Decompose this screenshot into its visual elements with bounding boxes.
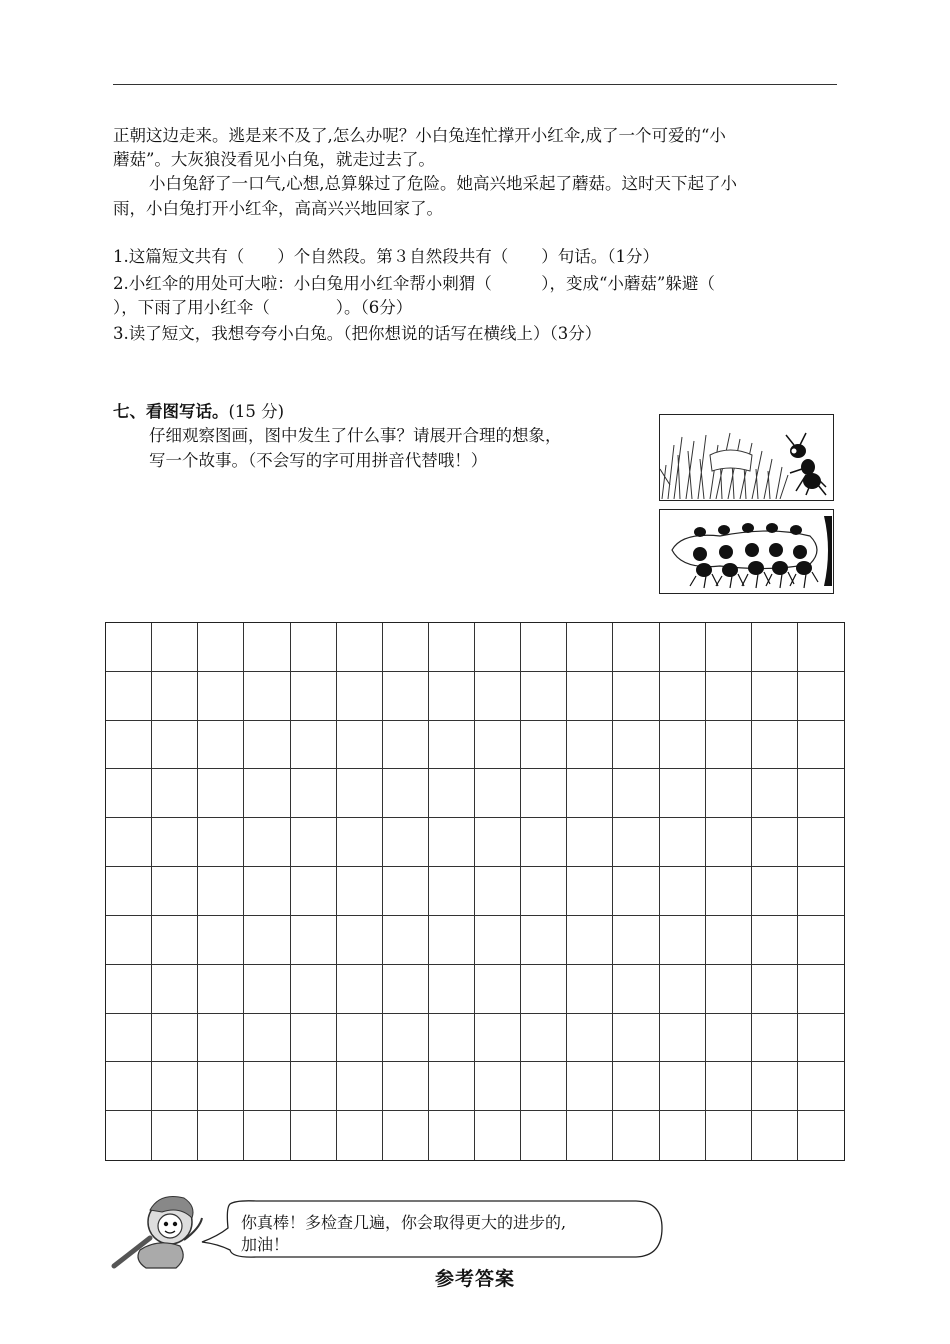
grid-cell[interactable]: [521, 867, 567, 916]
grid-cell[interactable]: [198, 721, 244, 770]
grid-cell[interactable]: [752, 1062, 798, 1111]
grid-cell[interactable]: [752, 672, 798, 721]
grid-cell[interactable]: [244, 1062, 290, 1111]
grid-cell[interactable]: [613, 818, 659, 867]
grid-cell[interactable]: [383, 769, 429, 818]
grid-cell[interactable]: [521, 672, 567, 721]
grid-cell[interactable]: [198, 769, 244, 818]
grid-cell[interactable]: [660, 818, 706, 867]
grid-cell[interactable]: [291, 867, 337, 916]
grid-cell[interactable]: [429, 818, 475, 867]
grid-cell[interactable]: [429, 1014, 475, 1063]
grid-cell[interactable]: [660, 867, 706, 916]
grid-cell[interactable]: [291, 916, 337, 965]
grid-cell[interactable]: [798, 1111, 844, 1160]
grid-cell[interactable]: [152, 1062, 198, 1111]
picture-ants-carry-food: [659, 509, 834, 594]
grid-cell[interactable]: [798, 916, 844, 965]
grid-cell[interactable]: [383, 623, 429, 672]
grid-cell[interactable]: [752, 818, 798, 867]
grid-cell[interactable]: [152, 916, 198, 965]
question-1: 1.这篇短文共有（ ）个自然段。第３自然段共有（ ）句话。（1分）: [113, 247, 659, 266]
grid-cell[interactable]: [475, 1062, 521, 1111]
grid-cell[interactable]: [660, 769, 706, 818]
grid-cell[interactable]: [198, 1062, 244, 1111]
grid-cell[interactable]: [244, 867, 290, 916]
grid-cell[interactable]: [752, 769, 798, 818]
grid-cell[interactable]: [291, 965, 337, 1014]
encouragement-text: [241, 1212, 566, 1256]
grid-cell[interactable]: [106, 1062, 152, 1111]
grid-cell[interactable]: [244, 1111, 290, 1160]
writing-grid[interactable]: [105, 622, 845, 1161]
grid-cell[interactable]: [337, 1014, 383, 1063]
grid-cell[interactable]: [706, 769, 752, 818]
grid-cell[interactable]: [798, 769, 844, 818]
grid-cell[interactable]: [337, 721, 383, 770]
grid-cell[interactable]: [521, 769, 567, 818]
grid-cell[interactable]: [706, 623, 752, 672]
grid-cell[interactable]: [706, 1062, 752, 1111]
grid-cell[interactable]: [660, 916, 706, 965]
grid-cell[interactable]: [383, 818, 429, 867]
grid-cell[interactable]: [798, 818, 844, 867]
grid-cell[interactable]: [798, 1014, 844, 1063]
grid-cell[interactable]: [752, 721, 798, 770]
grid-cell[interactable]: [706, 818, 752, 867]
answers-title: 参考答案: [434, 1268, 515, 1290]
grid-cell[interactable]: [291, 769, 337, 818]
grid-cell[interactable]: [198, 672, 244, 721]
encouragement-line-1: 你真棒！多检查几遍，你会取得更大的进步的,: [241, 1213, 567, 1232]
grid-cell[interactable]: [429, 672, 475, 721]
grid-cell[interactable]: [337, 818, 383, 867]
grid-cell[interactable]: [152, 867, 198, 916]
grid-cell[interactable]: [613, 769, 659, 818]
grid-cell[interactable]: [337, 1062, 383, 1111]
passage-line-2: 蘑菇”。大灰狼没看见小白兔，就走过去了。: [113, 150, 435, 169]
grid-cell[interactable]: [152, 672, 198, 721]
grid-cell[interactable]: [383, 1014, 429, 1063]
grid-cell[interactable]: [567, 1062, 613, 1111]
grid-cell[interactable]: [660, 1014, 706, 1063]
grid-cell[interactable]: [613, 1014, 659, 1063]
grid-cell[interactable]: [475, 769, 521, 818]
monkey-mascot-icon: [110, 1188, 206, 1272]
grid-cell[interactable]: [475, 672, 521, 721]
grid-cell[interactable]: [613, 916, 659, 965]
grid-cell[interactable]: [198, 818, 244, 867]
ant-grass-illustration: [660, 415, 832, 499]
grid-cell[interactable]: [291, 1014, 337, 1063]
grid-cell[interactable]: [752, 1014, 798, 1063]
grid-cell[interactable]: [244, 769, 290, 818]
grid-cell[interactable]: [613, 721, 659, 770]
grid-cell[interactable]: [798, 623, 844, 672]
grid-cell[interactable]: [291, 818, 337, 867]
grid-cell[interactable]: [244, 916, 290, 965]
grid-cell[interactable]: [429, 623, 475, 672]
grid-cell[interactable]: [383, 1062, 429, 1111]
grid-cell[interactable]: [567, 721, 613, 770]
grid-cell[interactable]: [429, 721, 475, 770]
grid-cell[interactable]: [567, 965, 613, 1014]
grid-cell[interactable]: [706, 867, 752, 916]
grid-cell[interactable]: [152, 965, 198, 1014]
grid-cell[interactable]: [567, 916, 613, 965]
grid-cell[interactable]: [752, 867, 798, 916]
grid-cell[interactable]: [475, 623, 521, 672]
grid-cell[interactable]: [152, 769, 198, 818]
grid-cell[interactable]: [521, 818, 567, 867]
grid-cell[interactable]: [429, 867, 475, 916]
grid-cell[interactable]: [475, 818, 521, 867]
grid-cell[interactable]: [567, 623, 613, 672]
grid-cell[interactable]: [383, 672, 429, 721]
grid-cell[interactable]: [198, 1014, 244, 1063]
passage-line-4: 雨，小白兔打开小红伞，高高兴兴地回家了。: [113, 199, 443, 218]
section-7-title-text: 七、看图写话。: [113, 402, 229, 421]
grid-cell[interactable]: [244, 672, 290, 721]
grid-cell[interactable]: [429, 965, 475, 1014]
picture-ant-finds-food: [659, 414, 834, 501]
grid-cell[interactable]: [706, 916, 752, 965]
grid-cell[interactable]: [613, 672, 659, 721]
section-7-instruction-1: 仔细观察图画，图中发生了什么事？请展开合理的想象，: [149, 426, 562, 445]
grid-cell[interactable]: [521, 916, 567, 965]
header-rule: [113, 84, 837, 85]
grid-cell[interactable]: [706, 1111, 752, 1160]
section-7-points: (15 分): [228, 402, 285, 421]
grid-cell[interactable]: [798, 1062, 844, 1111]
grid-cell[interactable]: [752, 1111, 798, 1160]
grid-cell[interactable]: [613, 965, 659, 1014]
passage-line-3: 小白兔舒了一口气,心想,总算躲过了危险。她高兴地采起了蘑菇。这时天下起了小: [149, 174, 737, 193]
grid-cell[interactable]: [383, 867, 429, 916]
grid-cell[interactable]: [613, 623, 659, 672]
grid-cell[interactable]: [291, 1062, 337, 1111]
grid-cell[interactable]: [198, 965, 244, 1014]
grid-cell[interactable]: [567, 769, 613, 818]
grid-cell[interactable]: [244, 623, 290, 672]
grid-cell[interactable]: [244, 1014, 290, 1063]
grid-cell[interactable]: [152, 721, 198, 770]
grid-cell[interactable]: [613, 1062, 659, 1111]
grid-cell[interactable]: [291, 672, 337, 721]
question-2-line-1: 2.小红伞的用处可大啦：小白兔用小红伞帮小刺猬（ ），变成“小蘑菇”躲避（: [113, 274, 715, 293]
grid-cell[interactable]: [660, 965, 706, 1014]
grid-cell[interactable]: [244, 721, 290, 770]
grid-cell[interactable]: [475, 965, 521, 1014]
grid-cell[interactable]: [106, 818, 152, 867]
grid-cell[interactable]: [337, 672, 383, 721]
grid-cell[interactable]: [337, 867, 383, 916]
grid-cell[interactable]: [429, 1062, 475, 1111]
grid-cell[interactable]: [429, 916, 475, 965]
grid-cell[interactable]: [337, 623, 383, 672]
grid-cell[interactable]: [798, 672, 844, 721]
grid-cell[interactable]: [567, 867, 613, 916]
grid-cell[interactable]: [475, 1111, 521, 1160]
grid-cell[interactable]: [383, 965, 429, 1014]
grid-cell[interactable]: [291, 1111, 337, 1160]
grid-cell[interactable]: [152, 1111, 198, 1160]
grid-cell[interactable]: [106, 672, 152, 721]
grid-cell[interactable]: [106, 721, 152, 770]
grid-cell[interactable]: [198, 623, 244, 672]
grid-cell[interactable]: [798, 867, 844, 916]
question-2-line-2: ），下雨了用小红伞（ ）。（6分）: [113, 298, 413, 317]
grid-cell[interactable]: [752, 916, 798, 965]
grid-cell[interactable]: [198, 916, 244, 965]
grid-cell[interactable]: [660, 1062, 706, 1111]
grid-cell[interactable]: [613, 867, 659, 916]
passage-line-1: 正朝这边走来。逃是来不及了,怎么办呢？小白兔连忙撑开小红伞,成了一个可爱的“小: [113, 126, 726, 145]
grid-cell[interactable]: [521, 1062, 567, 1111]
grid-cell[interactable]: [198, 867, 244, 916]
grid-cell[interactable]: [337, 769, 383, 818]
grid-cell[interactable]: [475, 1014, 521, 1063]
grid-cell[interactable]: [106, 965, 152, 1014]
grid-cell[interactable]: [660, 672, 706, 721]
grid-cell[interactable]: [106, 916, 152, 965]
grid-cell[interactable]: [798, 965, 844, 1014]
grid-cell[interactable]: [798, 721, 844, 770]
grid-cell[interactable]: [337, 965, 383, 1014]
grid-cell[interactable]: [567, 672, 613, 721]
grid-cell[interactable]: [383, 916, 429, 965]
section-7-instruction-2: 写一个故事。（不会写的字可用拼音代替哦！）: [149, 451, 488, 470]
grid-cell[interactable]: [152, 818, 198, 867]
grid-cell[interactable]: [567, 1014, 613, 1063]
grid-cell[interactable]: [106, 867, 152, 916]
grid-cell[interactable]: [337, 916, 383, 965]
grid-cell[interactable]: [567, 818, 613, 867]
grid-cell[interactable]: [706, 672, 752, 721]
grid-cell[interactable]: [106, 623, 152, 672]
grid-cell[interactable]: [198, 1111, 244, 1160]
grid-cell[interactable]: [706, 1014, 752, 1063]
question-3: 3.读了短文，我想夸夸小白兔。（把你想说的话写在横线上）（3分）: [113, 324, 602, 343]
grid-cell[interactable]: [521, 1014, 567, 1063]
grid-cell[interactable]: [152, 1014, 198, 1063]
grid-cell[interactable]: [521, 623, 567, 672]
encouragement-line-2: 加油！: [241, 1235, 290, 1254]
grid-cell[interactable]: [291, 623, 337, 672]
grid-cell[interactable]: [521, 1111, 567, 1160]
grid-cell[interactable]: [706, 965, 752, 1014]
grid-cell[interactable]: [152, 623, 198, 672]
grid-cell[interactable]: [706, 721, 752, 770]
grid-cell[interactable]: [475, 916, 521, 965]
grid-cell[interactable]: [567, 1111, 613, 1160]
section-7-title: [113, 398, 284, 422]
grid-cell[interactable]: [291, 721, 337, 770]
grid-cell[interactable]: [521, 721, 567, 770]
grid-cell[interactable]: [475, 721, 521, 770]
grid-cell[interactable]: [106, 769, 152, 818]
grid-cell[interactable]: [383, 721, 429, 770]
grid-cell[interactable]: [752, 965, 798, 1014]
grid-cell[interactable]: [660, 721, 706, 770]
grid-cell[interactable]: [244, 818, 290, 867]
grid-cell[interactable]: [106, 1014, 152, 1063]
ants-teamwork-illustration: [660, 510, 832, 592]
grid-cell[interactable]: [383, 1111, 429, 1160]
grid-cell[interactable]: [429, 1111, 475, 1160]
grid-cell[interactable]: [337, 1111, 383, 1160]
grid-cell[interactable]: [106, 1111, 152, 1160]
grid-cell[interactable]: [660, 623, 706, 672]
grid-cell[interactable]: [521, 965, 567, 1014]
grid-cell[interactable]: [613, 1111, 659, 1160]
grid-cell[interactable]: [660, 1111, 706, 1160]
grid-cell[interactable]: [429, 769, 475, 818]
grid-cell[interactable]: [475, 867, 521, 916]
grid-cell[interactable]: [752, 623, 798, 672]
grid-cell[interactable]: [244, 965, 290, 1014]
